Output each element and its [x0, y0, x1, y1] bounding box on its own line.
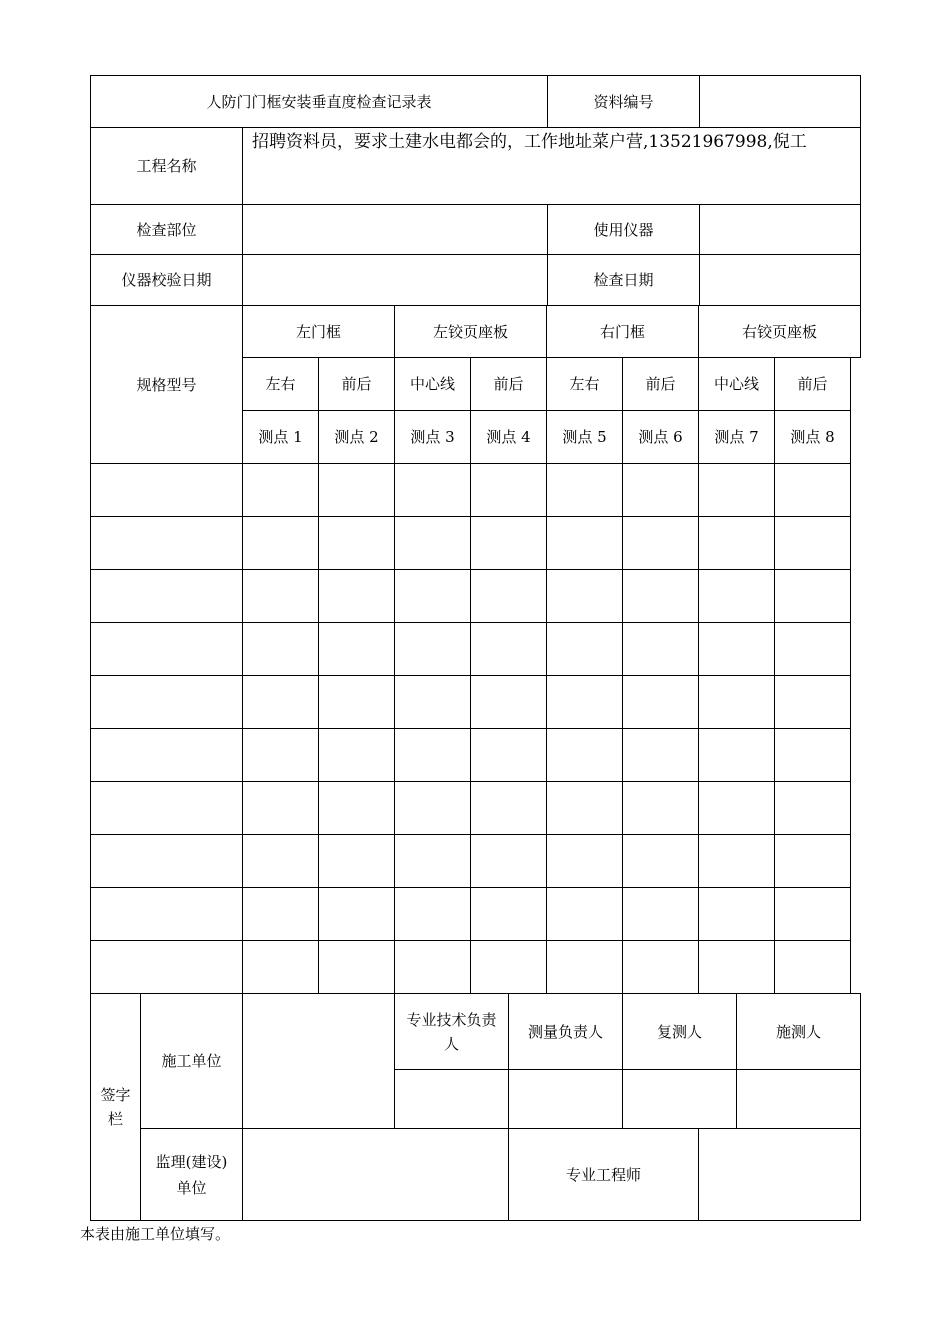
measure-value-cell[interactable]	[242, 887, 319, 941]
row-spec-cell[interactable]	[90, 887, 243, 941]
measure-value-cell[interactable]	[318, 728, 395, 782]
footer-note: 本表由施工单位填写。	[80, 1225, 231, 1243]
measure-value-cell[interactable]	[242, 940, 319, 994]
spec-model-label: 规格型号	[90, 305, 243, 464]
measure-value-cell[interactable]	[546, 781, 623, 835]
construction-unit-label: 施工单位	[140, 993, 243, 1129]
measure-value-cell[interactable]	[622, 834, 699, 888]
measure-point-header: 测点 8	[774, 410, 851, 464]
supervision-unit-label	[140, 1128, 243, 1221]
measure-value-cell[interactable]	[318, 675, 395, 729]
tech-lead-label	[394, 993, 509, 1070]
measure-value-cell[interactable]	[774, 887, 851, 941]
measure-value-cell[interactable]	[698, 675, 775, 729]
measure-value-cell[interactable]	[394, 781, 471, 835]
measure-value-cell[interactable]	[546, 834, 623, 888]
direction-header: 前后	[470, 357, 547, 411]
measure-value-cell[interactable]	[774, 463, 851, 517]
measure-value-cell[interactable]	[622, 516, 699, 570]
measure-value-cell[interactable]	[546, 516, 623, 570]
measure-value-cell[interactable]	[622, 887, 699, 941]
measure-value-cell[interactable]	[698, 622, 775, 676]
inspection-part-label: 检查部位	[90, 204, 243, 255]
survey-lead-signature[interactable]	[508, 1069, 623, 1129]
direction-header: 前后	[318, 357, 395, 411]
direction-header: 前后	[622, 357, 699, 411]
measure-value-cell[interactable]	[698, 463, 775, 517]
row-spec-cell[interactable]	[90, 728, 243, 782]
measure-point-header: 测点 7	[698, 410, 775, 464]
measure-value-cell[interactable]	[394, 569, 471, 623]
measure-value-cell[interactable]	[698, 834, 775, 888]
measure-value-cell[interactable]	[318, 887, 395, 941]
measure-value-cell[interactable]	[318, 569, 395, 623]
direction-header: 中心线	[698, 357, 775, 411]
measure-value-cell[interactable]	[698, 728, 775, 782]
instrument-label: 使用仪器	[547, 204, 700, 255]
direction-header: 前后	[774, 357, 851, 411]
measure-point-header: 测点 1	[242, 410, 319, 464]
supervision-unit-text: 监理(建设)单位	[155, 1152, 228, 1197]
measure-value-cell[interactable]	[242, 728, 319, 782]
measure-value-cell[interactable]	[622, 781, 699, 835]
measure-value-cell[interactable]	[698, 940, 775, 994]
group-left-frame: 左门框	[242, 305, 395, 358]
group-right-frame: 右门框	[546, 305, 699, 358]
measure-value-cell[interactable]	[242, 516, 319, 570]
inspection-date-label: 检查日期	[547, 254, 700, 306]
measure-value-cell[interactable]	[546, 887, 623, 941]
measure-value-cell[interactable]	[774, 516, 851, 570]
measure-value-cell[interactable]	[774, 569, 851, 623]
measure-value-cell[interactable]	[698, 516, 775, 570]
tech-lead-signature[interactable]	[394, 1069, 509, 1129]
measure-point-header: 测点 3	[394, 410, 471, 464]
measure-value-cell[interactable]	[774, 834, 851, 888]
tester-label: 施测人	[736, 993, 861, 1070]
row-spec-cell[interactable]	[90, 834, 243, 888]
measure-value-cell[interactable]	[622, 675, 699, 729]
measure-value-cell[interactable]	[470, 516, 547, 570]
measure-value-cell[interactable]	[698, 569, 775, 623]
inspection-date-field[interactable]	[699, 254, 861, 306]
retester-signature[interactable]	[622, 1069, 737, 1129]
group-left-hinge-plate: 左铰页座板	[394, 305, 547, 358]
signature-section-label	[90, 993, 141, 1221]
measure-value-cell[interactable]	[546, 569, 623, 623]
measure-point-header: 测点 5	[546, 410, 623, 464]
measure-point-header: 测点 4	[470, 410, 547, 464]
direction-header: 左右	[546, 357, 623, 411]
measure-value-cell[interactable]	[318, 940, 395, 994]
row-spec-cell[interactable]	[90, 569, 243, 623]
row-spec-cell[interactable]	[90, 781, 243, 835]
measure-value-cell[interactable]	[622, 463, 699, 517]
measure-value-cell[interactable]	[546, 463, 623, 517]
measure-value-cell[interactable]	[318, 781, 395, 835]
measure-value-cell[interactable]	[470, 569, 547, 623]
calibration-date-label: 仪器校验日期	[90, 254, 243, 306]
inspection-part-field[interactable]	[242, 204, 548, 255]
measure-point-header: 测点 2	[318, 410, 395, 464]
measure-value-cell[interactable]	[242, 834, 319, 888]
calibration-date-field[interactable]	[242, 254, 548, 306]
measure-value-cell[interactable]	[546, 728, 623, 782]
measure-value-cell[interactable]	[318, 622, 395, 676]
construction-unit-field[interactable]	[242, 993, 395, 1129]
measure-value-cell[interactable]	[318, 834, 395, 888]
measure-value-cell[interactable]	[470, 675, 547, 729]
row-spec-cell[interactable]	[90, 516, 243, 570]
measure-point-header: 测点 6	[622, 410, 699, 464]
signature-section-text: 签字栏	[100, 1086, 131, 1128]
measure-value-cell[interactable]	[242, 569, 319, 623]
tech-lead-text: 专业技术负责人	[406, 1010, 497, 1053]
measure-value-cell[interactable]	[774, 728, 851, 782]
measure-value-cell[interactable]	[546, 675, 623, 729]
measure-value-cell[interactable]	[470, 940, 547, 994]
measure-value-cell[interactable]	[394, 622, 471, 676]
measure-value-cell[interactable]	[470, 622, 547, 676]
group-right-hinge-plate: 右铰页座板	[698, 305, 861, 358]
measure-value-cell[interactable]	[394, 516, 471, 570]
row-spec-cell[interactable]	[90, 463, 243, 517]
measure-value-cell[interactable]	[470, 887, 547, 941]
engineer-label: 专业工程师	[508, 1128, 699, 1221]
direction-header: 左右	[242, 357, 319, 411]
measure-value-cell[interactable]	[622, 940, 699, 994]
measure-value-cell[interactable]	[318, 463, 395, 517]
instrument-field[interactable]	[699, 204, 861, 255]
tester-signature[interactable]	[736, 1069, 861, 1129]
measure-value-cell[interactable]	[394, 675, 471, 729]
measure-value-cell[interactable]	[774, 781, 851, 835]
project-name-field[interactable]: 招聘资料员，要求土建水电都会的，工作地址菜户营,13521967998,倪工	[242, 127, 861, 205]
measure-value-cell[interactable]	[394, 463, 471, 517]
row-spec-cell[interactable]	[90, 622, 243, 676]
measure-value-cell[interactable]	[470, 463, 547, 517]
record-number-field[interactable]	[699, 75, 861, 128]
measure-value-cell[interactable]	[318, 516, 395, 570]
supervision-unit-field[interactable]	[242, 1128, 509, 1221]
measure-value-cell[interactable]	[774, 622, 851, 676]
measure-value-cell[interactable]	[394, 887, 471, 941]
measure-value-cell[interactable]	[546, 940, 623, 994]
survey-lead-label: 测量负责人	[508, 993, 623, 1070]
row-spec-cell[interactable]	[90, 675, 243, 729]
measure-value-cell[interactable]	[470, 728, 547, 782]
measure-value-cell[interactable]	[774, 940, 851, 994]
record-number-label: 资料编号	[547, 75, 700, 128]
measure-value-cell[interactable]	[470, 834, 547, 888]
measure-value-cell[interactable]	[470, 781, 547, 835]
retester-label: 复测人	[622, 993, 737, 1070]
measure-value-cell[interactable]	[394, 728, 471, 782]
measure-value-cell[interactable]	[546, 622, 623, 676]
form-title: 人防门门框安装垂直度检查记录表	[90, 75, 548, 128]
direction-header: 中心线	[394, 357, 471, 411]
row-spec-cell[interactable]	[90, 940, 243, 994]
measure-value-cell[interactable]	[242, 781, 319, 835]
measure-value-cell[interactable]	[698, 781, 775, 835]
measure-value-cell[interactable]	[394, 834, 471, 888]
measure-value-cell[interactable]	[698, 887, 775, 941]
measure-value-cell[interactable]	[394, 940, 471, 994]
engineer-field[interactable]	[698, 1128, 861, 1221]
measure-value-cell[interactable]	[774, 675, 851, 729]
measure-value-cell[interactable]	[622, 622, 699, 676]
measure-value-cell[interactable]	[622, 728, 699, 782]
measure-value-cell[interactable]	[622, 569, 699, 623]
project-name-label: 工程名称	[90, 127, 243, 205]
measure-value-cell[interactable]	[242, 675, 319, 729]
measure-value-cell[interactable]	[242, 463, 319, 517]
measure-value-cell[interactable]	[242, 622, 319, 676]
